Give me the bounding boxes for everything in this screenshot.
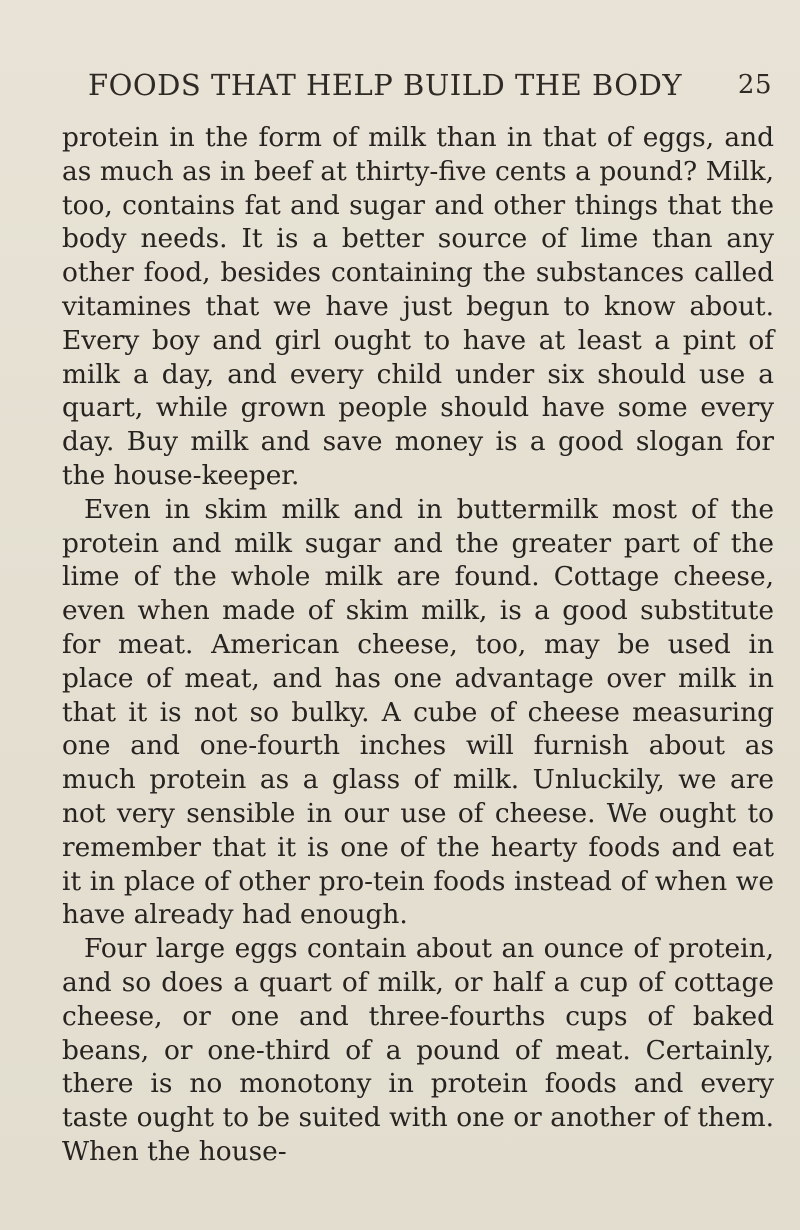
page-number: 25 <box>737 70 772 100</box>
running-head <box>88 68 772 108</box>
paragraph-1: protein in the form of milk than in that of eggs, and as much as in beef at thirty-five cents a pound? Milk, too, contains fat and sugar and other things that the body needs. It is a better source of lime than any other food, besides containing the substances called vitamines that we have just begun to know about. Every boy and girl ought to have at least a pint of milk a day, and every child under six should use a quart, while grown people should have some every day. Buy milk and save money is a good slogan for the house-keeper. <box>62 122 774 491</box>
paragraph-3: Four large eggs contain about an ounce of protein, and so does a quart of milk, or half a cup of cottage cheese, or one and three-fourths cups of baked beans, or one-third of a pound of meat. Certainly, there is no monotony in protein foods and every taste ought to be suited with one or another of them. When the house- <box>62 933 774 1167</box>
running-title: FOODS THAT HELP BUILD THE BODY <box>88 68 682 102</box>
body-text <box>62 121 774 1169</box>
paragraph-2: Even in skim milk and in buttermilk most of the protein and milk sugar and the greater part of the lime of the whole milk are found. Cottage cheese, even when made of skim milk, is a good substitute for meat. American cheese, too, may be used in place of meat, and has one advantage over milk in that it is not so bulky. A cube of cheese measuring one and one-fourth inches will furnish about as much protein as a glass of milk. Unluckily, we are not very sensible in our use of cheese. We ought to remember that it is one of the hearty foods and eat it in place of other pro-tein foods instead of when we have already had enough. <box>62 493 774 931</box>
